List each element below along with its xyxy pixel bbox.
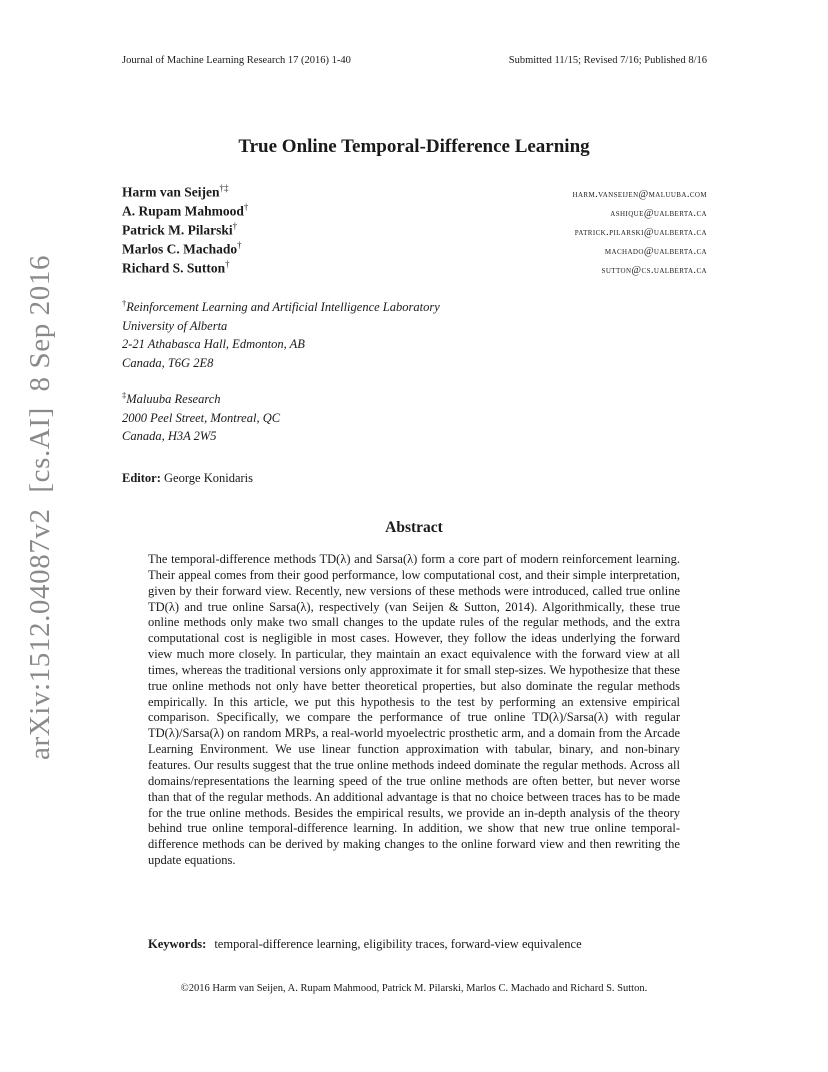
affiliation-line: †Reinforcement Learning and Artificial Intelligence Laboratory xyxy=(122,298,440,315)
editor-name: George Konidaris xyxy=(164,471,253,485)
affiliation-line: 2000 Peel Street, Montreal, QC xyxy=(122,410,281,425)
author-row xyxy=(122,202,707,221)
keywords-label: Keywords: xyxy=(148,937,207,951)
author-name: Richard S. Sutton† xyxy=(122,259,230,276)
affiliation-line: University of Alberta xyxy=(122,318,228,333)
author-email[interactable]: machado@ualberta.ca xyxy=(604,245,707,257)
affiliation-maluuba xyxy=(122,386,280,446)
submission-dates: Submitted 11/15; Revised 7/16; Published 8/16 xyxy=(508,55,707,66)
author-name: Harm van Seijen†‡ xyxy=(122,183,229,200)
author-name: A. Rupam Mahmood† xyxy=(122,202,249,219)
keywords-text: temporal-difference learning, eligibility traces, forward-view equivalence xyxy=(214,937,582,951)
affiliation-line: Canada, H3A 2W5 xyxy=(122,429,217,444)
affiliation-line: 2-21 Athabasca Hall, Edmonton, AB xyxy=(122,337,305,352)
editor-label: Editor: xyxy=(122,471,161,485)
keywords-line xyxy=(148,937,582,952)
author-email[interactable]: patrick.pilarski@ualberta.ca xyxy=(574,226,707,238)
author-email[interactable]: ashique@ualberta.ca xyxy=(610,207,707,219)
author-row xyxy=(122,221,707,240)
author-block xyxy=(122,183,707,278)
arxiv-stamp-text[interactable]: arXiv:1512.04087v2 [cs.AI] 8 Sep 2016 xyxy=(24,254,56,760)
author-row xyxy=(122,240,707,259)
affiliation-line: ‡Maluuba Research xyxy=(122,390,221,407)
affiliation-rlai xyxy=(122,294,440,372)
abstract-text: The temporal-difference methods TD(λ) and Sarsa(λ) form a core part of modern reinforcement learning. Their appeal comes from their good performance, low computational cost, and their simple interpretation, given by their forward view. Recently, new versions of these methods were introduced, called true online TD(λ) and true online Sarsa(λ), respectively (van Seijen & Sutton, 2014). Algorithmically, these true online methods only make two small changes to the update rules of the regular methods, and the extra computational cost is negligible in most cases. However, they follow the ideas underlying the forward view much more closely. In particular, they maintain an exact equivalence with the forward view at all times, whereas the traditional versions only approximate it for small step-sizes. We hypothesize that these true online methods not only have better theoretical properties, but also dominate the regular methods empirically. In this article, we put this hypothesis to the test by performing an extensive empirical comparison. Specifically, we compare the performance of true online TD(λ)/Sarsa(λ) with regular TD(λ)/Sarsa(λ) on random MRPs, a real-world myoelectric prosthetic arm, and a domain from the Arcade Learning Environment. We use linear function approximation with tabular, binary, and non-binary features. Our results suggest that the true online methods indeed dominate the regular methods. Across all domains/representations the learning speed of the true online methods are often better, but never worse than that of the regular methods. An additional advantage is that no choice between traces has to be made for the true online methods. Besides the empirical results, we provide an in-depth analysis of the theory behind true online temporal-difference learning. In addition, we show that new true online temporal-difference methods can be derived by making changes to the online forward view and then rewriting the update equations. xyxy=(148,552,680,868)
author-name: Patrick M. Pilarski† xyxy=(122,221,238,238)
author-email[interactable]: sutton@cs.ualberta.ca xyxy=(601,264,707,276)
author-name: Marlos C. Machado† xyxy=(122,240,242,257)
journal-header: Journal of Machine Learning Research 17 (2016) 1-40 xyxy=(122,55,351,66)
affiliation-line: Canada, T6G 2E8 xyxy=(122,355,214,370)
paper-title: True Online Temporal-Difference Learning xyxy=(238,136,590,157)
editor-line xyxy=(122,471,253,486)
abstract-heading: Abstract xyxy=(385,519,443,536)
copyright-footer: ©2016 Harm van Seijen, A. Rupam Mahmood, Patrick M. Pilarski, Marlos C. Machado and Richard S. Sutton. xyxy=(180,983,648,994)
arxiv-stamp xyxy=(19,254,59,760)
author-row xyxy=(122,259,707,278)
author-row xyxy=(122,183,707,202)
author-email[interactable]: harm.vanseijen@maluuba.com xyxy=(572,188,707,200)
